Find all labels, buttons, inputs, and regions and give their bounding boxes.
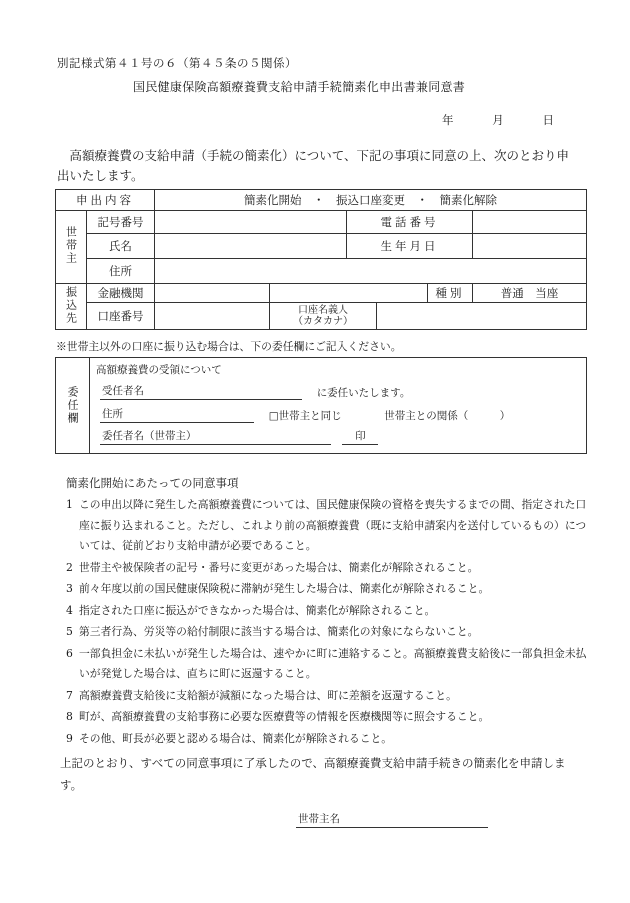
- consent-item-text: 一部負担金に未払いが発生した場合は、速やかに町に連絡すること。高額療養費支給後に一部負担金未払いが発覚した場合は、直ちに町に返還すること。: [79, 646, 587, 680]
- householder-group-label: 世帯主: [56, 211, 87, 284]
- consent-item-text: この申出以降に発生した高額療養費については、国民健康保険の資格を喪失するまでの間、指定された口座に振り込まれること。ただし、これより前の高額療養費（既に支給申請案内を送付しているもの）については、従前どおり支給申請が必要であること。: [79, 498, 587, 552]
- consent-item-number: 7: [66, 688, 73, 702]
- account-number-boxes[interactable]: [155, 303, 270, 330]
- delegation-heading: 高額療養費の受領について: [96, 364, 222, 376]
- delegate-address-row: [100, 406, 510, 423]
- closing-paragraph: 上記のとおり、すべての同意事項に了承したので、高額療養費支給申請手続きの簡素化を申請します。: [60, 756, 566, 792]
- address-label: 住所: [87, 259, 155, 284]
- consent-item-text: 高額療養費支給後に支給額が減額になった場合は、町に差額を返還すること。: [79, 688, 457, 702]
- intro-paragraph: 高額療養費の支給申請（手続の簡素化）について、下記の事項に同意の上、次のとおり申出いたします。: [57, 148, 570, 183]
- symbol-number-input[interactable]: [155, 211, 347, 234]
- birthdate-input[interactable]: [473, 234, 587, 259]
- account-type-label: 種別: [428, 284, 473, 303]
- consent-item-number: 4: [66, 603, 73, 617]
- application-type-options[interactable]: 簡素化開始 ・ 振込口座変更 ・ 簡素化解除: [155, 190, 587, 211]
- delegate-row: [100, 383, 410, 400]
- consent-item: [66, 558, 587, 579]
- consent-item-number: 1: [66, 498, 73, 511]
- date-line: [442, 112, 554, 128]
- applicant-table: [55, 189, 587, 330]
- consent-item-number: 5: [66, 625, 73, 638]
- consent-heading: 簡素化開始にあたっての同意事項: [66, 476, 239, 490]
- bank-branch-input[interactable]: [270, 284, 428, 303]
- delegation-box: [55, 357, 587, 454]
- householder-signature-field[interactable]: 世帯主名: [296, 811, 488, 828]
- consent-item-text: 前々年度以前の国民健康保険税に滞納が発生した場合は、簡素化が解除されること。: [79, 582, 490, 595]
- delegate-suffix: に委任いたします。: [316, 387, 411, 399]
- date-month-label: 月: [492, 113, 504, 127]
- page-title: 国民健康保険高額療養費支給申請手続簡素化申出書兼同意書: [133, 80, 466, 94]
- account-holder-label: 口座名義人 （カタカナ）: [270, 303, 377, 330]
- delegation-note: ※世帯主以外の口座に振り込む場合は、下の委任欄にご記入ください。: [56, 340, 402, 353]
- date-year-label: 年: [442, 113, 454, 127]
- consent-item-text: 世帯主や被保険者の記号・番号に変更があった場合は、簡素化が解除されること。: [79, 560, 479, 574]
- consent-item: [66, 729, 587, 750]
- address-input[interactable]: [155, 259, 587, 284]
- consent-item-text: 町が、高額療養費の支給事務に必要な医療費等の情報を医療機関等に照会すること。: [79, 710, 490, 723]
- account-number-label: 口座番号: [87, 303, 155, 330]
- consent-item-number: 3: [66, 582, 73, 595]
- consent-item-text: 指定された口座に振込ができなかった場合は、簡素化が解除されること。: [79, 603, 436, 617]
- consent-item: [66, 707, 587, 728]
- consent-item: [66, 601, 587, 622]
- delegator-row: [100, 428, 378, 445]
- phone-label: 電話番号: [347, 211, 473, 234]
- phone-input[interactable]: [473, 211, 587, 234]
- signature-row: [296, 811, 488, 828]
- consent-item: [66, 622, 587, 643]
- consent-item-text: その他、町長が必要と認める場合は、簡素化が解除されること。: [79, 731, 393, 745]
- householder-relation-field[interactable]: 世帯主との関係（ ）: [384, 410, 511, 422]
- transfer-group-label: 振込先: [56, 284, 87, 330]
- consent-items-list: [66, 495, 587, 750]
- delegate-address-field[interactable]: 住所: [100, 406, 254, 423]
- consent-item: [66, 495, 587, 557]
- account-type-options[interactable]: 普通 当座: [473, 284, 587, 303]
- form-style-number: 別記様式第４１号の６（第４５条の５関係）: [57, 56, 297, 70]
- delegate-name-field[interactable]: 受任者名: [100, 383, 302, 400]
- bank-name-input[interactable]: [155, 284, 270, 303]
- birthdate-label: 生年月日: [347, 234, 473, 259]
- same-as-householder-checkbox[interactable]: □世帯主と同じ: [268, 410, 342, 422]
- symbol-number-label: 記号番号: [87, 211, 155, 234]
- delegation-group-label: 委任欄: [56, 358, 90, 453]
- consent-item: [66, 644, 587, 685]
- account-holder-input[interactable]: [377, 303, 587, 330]
- consent-item: [66, 686, 587, 707]
- application-type-label: 申出内容: [56, 190, 155, 211]
- consent-item: [66, 579, 587, 600]
- consent-item-number: 9: [66, 731, 73, 745]
- consent-item-number: 6: [66, 646, 73, 660]
- name-input[interactable]: [155, 234, 347, 259]
- bank-label: 金融機関: [87, 284, 155, 303]
- consent-item-number: 2: [66, 560, 73, 574]
- seal-field[interactable]: 印: [342, 428, 378, 445]
- consent-item-text: 第三者行為、労災等の給付制限に該当する場合は、簡素化の対象にならないこと。: [79, 625, 479, 638]
- delegator-name-field[interactable]: 委任者名（世帯主）: [100, 428, 331, 445]
- consent-item-number: 8: [66, 710, 73, 723]
- name-label: 氏名: [87, 234, 155, 259]
- date-day-label: 日: [542, 113, 554, 127]
